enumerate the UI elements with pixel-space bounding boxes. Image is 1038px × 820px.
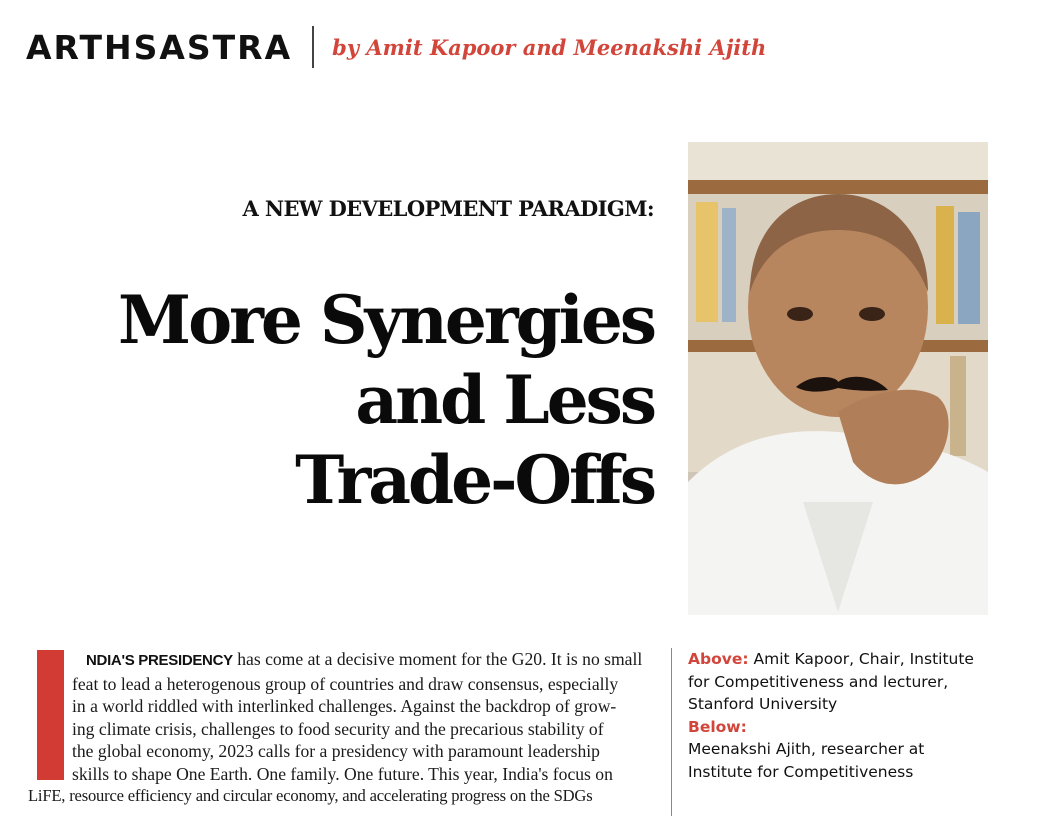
masthead	[26, 22, 766, 72]
column-brand: ARTHSASTRA	[26, 27, 293, 67]
caption-above-line-2: for Competitiveness and lecturer,	[688, 672, 949, 691]
article-line-3: in a world riddled with interlinked challenges. Against the backdrop of grow-	[72, 696, 617, 716]
caption-above-label: Above:	[688, 650, 749, 668]
article-line-2: feat to lead a heterogenous group of countries and draw consensus, especially	[72, 673, 619, 694]
caption-below-line-1: Meenakshi Ajith, researcher at	[688, 740, 925, 758]
caption-above-line-3: Stanford University	[688, 695, 838, 713]
author-photo	[688, 142, 988, 615]
portrait-photo-icon	[688, 142, 988, 615]
article-line-5: the global economy, 2023 calls for a presidency with paramount leadership	[72, 741, 600, 761]
headline-line-2: and Less	[355, 361, 654, 439]
caption-below-line-2: Institute for Competitiveness	[688, 762, 914, 781]
article-text	[28, 648, 658, 808]
article-line-6: skills to shape One Earth. One family. One future. This year, India's focus on	[72, 763, 613, 784]
article-line-1: NDIA'S PRESIDENCY has come at a decisive moment for the G20. It is no small	[86, 649, 643, 669]
headline	[14, 280, 654, 520]
article-line-7: LiFE, resource efficiency and circular economy, and accelerating progress on the SDGs	[28, 786, 593, 805]
photo-caption	[688, 648, 1018, 783]
lead-in: NDIA'S PRESIDENCY	[86, 652, 233, 669]
caption-below-label: Below:	[688, 717, 747, 736]
kicker: A NEW DEVELOPMENT PARADIGM:	[242, 196, 654, 221]
headline-line-1: More Synergies	[118, 281, 654, 359]
header-divider	[312, 26, 314, 68]
caption-above-line-1: Above: Amit Kapoor, Chair, Institute	[688, 650, 974, 668]
byline: by Amit Kapoor and Meenakshi Ajith	[332, 34, 767, 60]
headline-line-3: Trade-Offs	[295, 441, 654, 519]
drop-cap	[37, 650, 64, 780]
article-body	[28, 648, 658, 818]
article-line-4: ing climate crisis, challenges to food security and the precarious stability of	[72, 718, 604, 739]
column-divider	[671, 648, 672, 816]
